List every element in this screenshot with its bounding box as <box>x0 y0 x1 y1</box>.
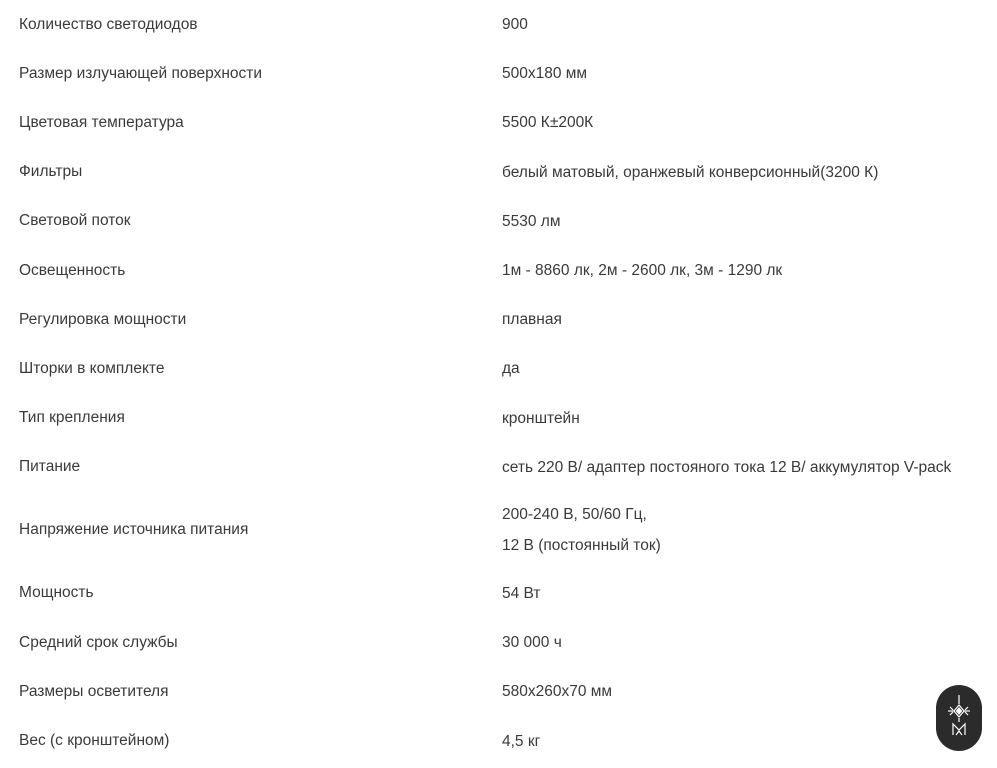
spec-value-line: 5500 К±200К <box>502 114 594 132</box>
spec-label: Размеры осветителя <box>19 682 169 700</box>
ornament-logo-icon <box>944 693 974 744</box>
spec-value-line: 200-240 В, 50/60 Гц, <box>502 506 647 524</box>
spec-value <box>502 197 997 246</box>
spec-value-line: кронштейн <box>502 409 580 427</box>
spec-value <box>502 49 997 98</box>
spec-label: Световой поток <box>19 212 131 230</box>
spec-value-line: сеть 220 В/ адаптер постояного тока 12 В/ аккумулятор V-pack <box>502 458 952 476</box>
spec-row <box>0 148 997 197</box>
spec-label: Количество светодиодов <box>19 15 198 33</box>
spec-label: Шторки в комплекте <box>19 359 165 377</box>
spec-row <box>0 49 997 98</box>
spec-row <box>0 98 997 147</box>
spec-value-line: 12 В (постоянный ток) <box>502 537 661 555</box>
logo-badge[interactable] <box>936 685 982 751</box>
spec-value-line: да <box>502 360 520 378</box>
spec-value <box>502 716 997 765</box>
spec-value-line: плавная <box>502 311 562 329</box>
spec-label: Питание <box>19 458 81 476</box>
spec-value-line: 580х260х70 мм <box>502 683 613 701</box>
spec-row <box>0 667 997 716</box>
spec-value-line: белый матовый, оранжевый конверсионный(3200 К) <box>502 163 879 181</box>
spec-row <box>0 246 997 295</box>
spec-value <box>502 246 997 295</box>
spec-row <box>0 492 997 569</box>
spec-row <box>0 443 997 492</box>
spec-value-line: 4,5 кг <box>502 732 541 750</box>
spec-value <box>502 667 997 716</box>
spec-value <box>502 295 997 344</box>
spec-row <box>0 716 997 765</box>
spec-row <box>0 569 997 618</box>
spec-label: Тип крепления <box>19 409 125 427</box>
spec-label: Размер излучающей поверхности <box>19 64 263 82</box>
spec-value <box>502 0 997 49</box>
spec-value <box>502 148 997 197</box>
spec-value <box>502 569 997 618</box>
spec-value <box>502 492 997 569</box>
spec-label: Фильтры <box>19 163 83 181</box>
spec-row <box>0 618 997 667</box>
spec-row <box>0 0 997 49</box>
spec-value <box>502 618 997 667</box>
spec-label: Напряжение источника питания <box>19 521 249 539</box>
spec-value <box>502 344 997 393</box>
spec-value <box>502 443 997 492</box>
spec-value-line: 54 Вт <box>502 584 541 602</box>
spec-value-line: 1м - 8860 лк, 2м - 2600 лк, 3м - 1290 лк <box>502 262 783 280</box>
spec-label: Регулировка мощности <box>19 310 187 328</box>
spec-label: Цветовая температура <box>19 113 184 131</box>
spec-label: Вес (с кронштейном) <box>19 732 170 750</box>
spec-row <box>0 197 997 246</box>
spec-value-line: 500х180 мм <box>502 65 588 83</box>
spec-label: Средний срок службы <box>19 633 178 651</box>
spec-label: Мощность <box>19 584 94 602</box>
spec-row <box>0 344 997 393</box>
spec-label: Освещенность <box>19 261 126 279</box>
spec-row <box>0 295 997 344</box>
spec-value-line: 900 <box>502 16 528 34</box>
spec-value <box>502 98 997 147</box>
spec-value <box>502 394 997 443</box>
spec-value-line: 30 000 ч <box>502 634 562 652</box>
spec-value-line: 5530 лм <box>502 212 561 230</box>
spec-row <box>0 394 997 443</box>
